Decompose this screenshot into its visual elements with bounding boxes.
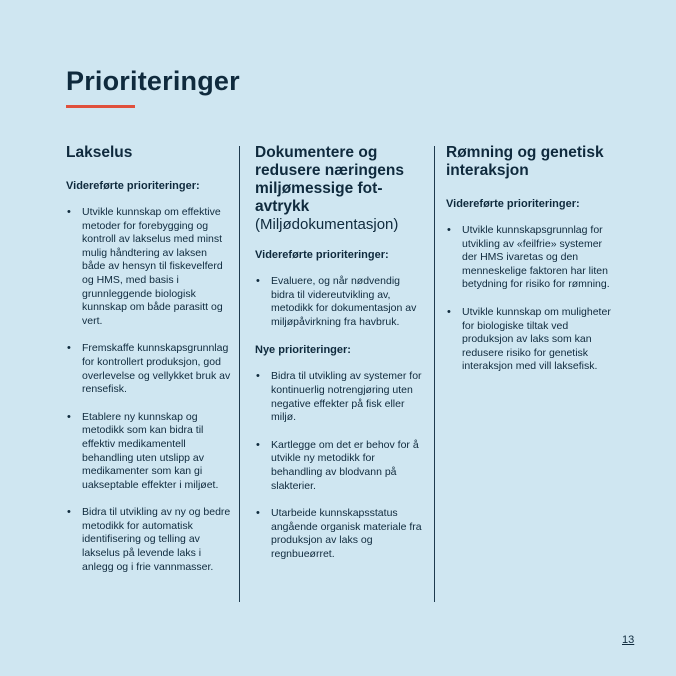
list-item: • Utarbeide kunnskapsstatus angående organisk materiale fra produksjon av laks og regnbueørret. [255, 507, 425, 561]
list-item: • Utvikle kunnskap om effektive metoder for forebygging og kontroll av lakselus med minst mulig håndtering av laksen både av hensyn til fiskevelferd og HMS, med basis i grunnleggende biologisk kunnskap om både parasitt og vert. [66, 206, 232, 328]
section-label: Videreførte prioriteringer: [66, 180, 200, 192]
list-item: • Etablere ny kunnskap og metodikk som kan bidra til effektiv medikamentell behandling uten utslipp av medikamenter som kan gi uakseptable effekter i miljøet. [66, 411, 232, 493]
title-underline [66, 105, 135, 108]
page-title: Prioriteringer [66, 66, 240, 96]
bullet-list [66, 206, 232, 574]
list-item: • Bidra til utvikling av systemer for kontinuerlig notrengjøring uten negative effekter på fisk eller miljø. [255, 370, 425, 424]
list-item: • Bidra til utvikling av ny og bedre metodikk for automatisk identifisering og telling av lakselus på levende laks i anlegg og i frie vannmasser. [66, 506, 232, 574]
section-label: Videreførte prioriteringer: [446, 198, 580, 210]
column-miljodokumentasjon [255, 144, 425, 562]
column-divider [239, 146, 240, 602]
column-romning [446, 144, 616, 374]
list-item: • Utvikle kunnskapsgrunnlag for utvikling av «feilfrie» systemer der HMS ivaretas og den menneskelige faktoren har liten betydning for risiko for rømning. [446, 224, 616, 292]
column-heading: Lakselus [66, 144, 133, 161]
list-item: • Fremskaffe kunnskapsgrunnlag for kontrollert produksjon, god overlevelse og vellykket bruk av rensefisk. [66, 342, 232, 396]
column-divider [434, 146, 435, 602]
bullet-list [255, 370, 425, 561]
list-item: • Kartlegge om det er behov for å utvikle ny metodikk for behandling av blodvann på slakterier. [255, 439, 425, 493]
column-heading: Rømning og genetisk interaksjon [446, 144, 604, 179]
section-label: Nye prioriteringer: [255, 344, 351, 357]
column-subheading: (Miljødokumentasjon) [255, 216, 399, 233]
list-item: • Utvikle kunnskap om muligheter for biologiske tiltak ved produksjon av laks som kan redusere risiko for genetisk interaksjon med vill laksefisk. [446, 306, 616, 374]
list-item: • Evaluere, og når nødvendig bidra til videreutvikling av, metodikk for dokumentasjon av miljøpåvirkning fra havbruk. [255, 275, 425, 329]
bullet-list [255, 275, 425, 329]
column-heading: Dokumentere og redusere næringens miljømessige fotavtrykk [255, 144, 405, 215]
page-number: 13 [622, 634, 635, 646]
column-lakselus [66, 144, 232, 574]
section-label: Videreførte prioriteringer: [255, 249, 389, 261]
bullet-list [446, 224, 616, 374]
